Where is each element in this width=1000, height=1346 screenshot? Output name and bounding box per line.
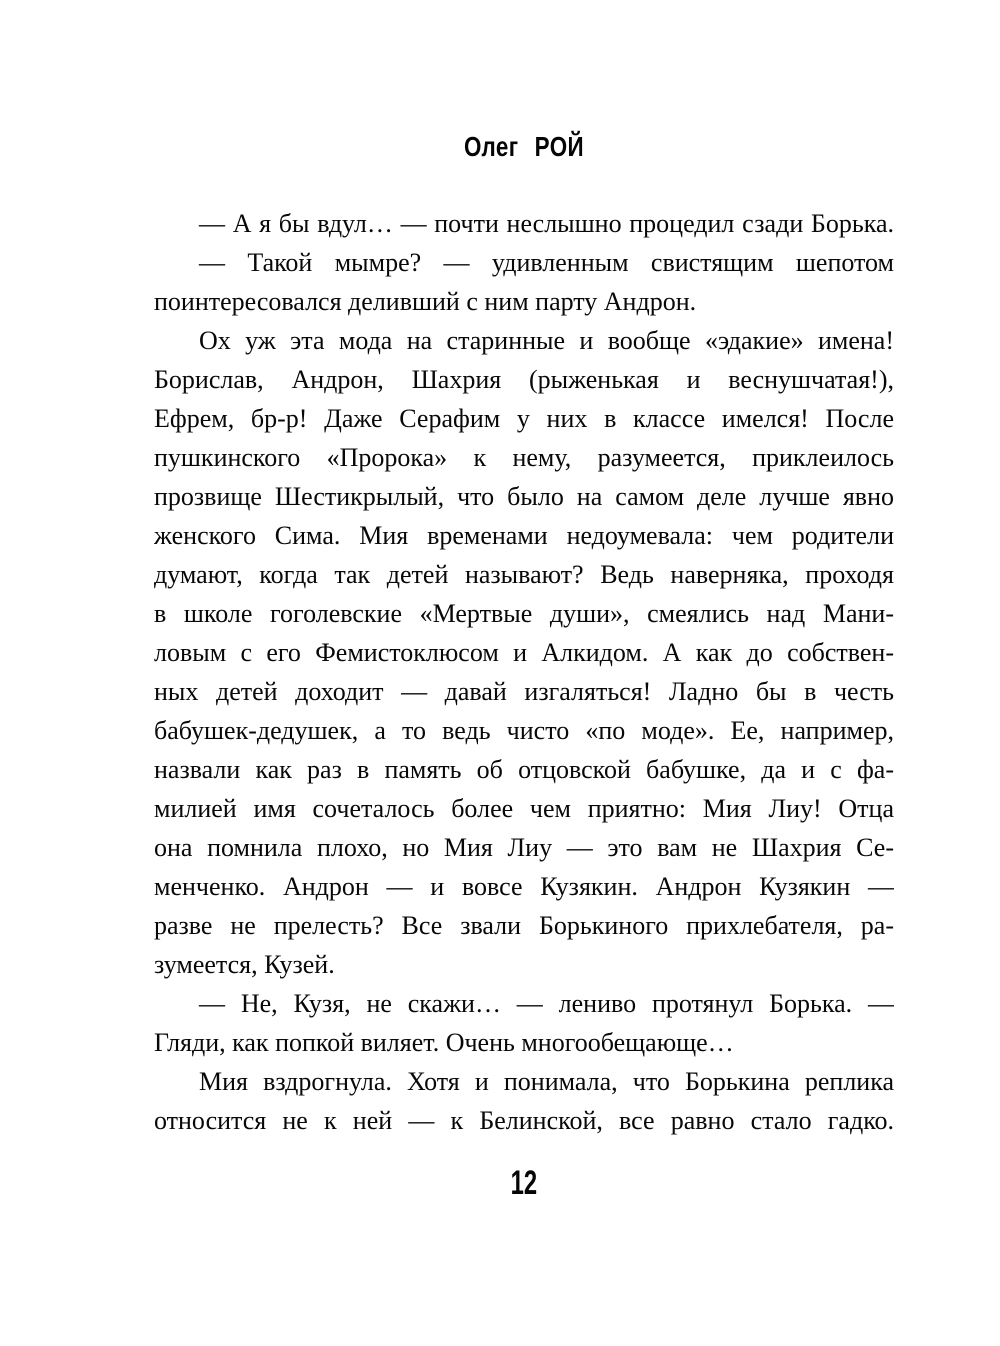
page-number-container [154,1163,894,1203]
text-line: — Такой мымре? — удивленным свистящим шепотом [199,248,894,277]
text-line: прозвище Шестикрылый, что было на самом деле лучше явно [154,482,894,511]
text-line: поинтересовался деливший с ним парту Андрон. [154,287,697,316]
text-line: женского Сима. Мия временами недоумевала: чем родители [154,521,894,550]
text-line: ловым с его Фемистоклюсом и Алкидом. А как до собствен- [154,638,894,667]
text-line: Гляди, как попкой виляет. Очень многообещающе… [154,1028,734,1057]
text-line: в школе гоголевские «Мертвые души», смеялись над Мани- [154,599,894,628]
body-text [154,204,894,1140]
text-line: пушкинского «Пророка» к нему, разумеется, приклеилось [154,443,894,472]
text-line: назвали как раз в память об отцовской бабушке, да и с фа- [154,755,894,784]
text-line: она помнила плохо, но Мия Лиу — это вам не Шахрия Се- [154,833,894,862]
text-line: зумеется, Кузей. [154,950,335,979]
text-line: думают, когда так детей называют? Ведь наверняка, проходя [154,560,894,589]
text-line: бабушек-дедушек, а то ведь чисто «по моде». Ее, например, [154,716,894,745]
text-line: Ефрем, бр-р! Даже Серафим у них в классе имелся! После [154,404,894,433]
text-line: относится не к ней — к Белинской, все равно стало гадко. [154,1106,894,1135]
text-line: Мия вздрогнула. Хотя и понимала, что Борькина реплика [199,1067,894,1096]
text-line: менченко. Андрон — и вовсе Кузякин. Андрон Кузякин — [154,872,894,901]
text-line: разве не прелесть? Все звали Борькиного прихлебателя, ра- [154,911,894,940]
text-line: — Не, Кузя, не скажи… — лениво протянул Борька. — [199,989,894,1018]
text-line: — А я бы вдул… — почти неслышно процедил сзади Борька. [199,209,894,238]
text-line: ных детей доходит — давай изгаляться! Ладно бы в честь [154,677,894,706]
page-number: 12 [510,1164,538,1202]
text-line: Борислав, Андрон, Шахрия (рыженькая и веснушчатая!), [154,365,894,394]
text-line: Ох уж эта мода на старинные и вообще «эдакие» имена! [199,326,894,355]
author-name: Олег РОЙ [463,131,585,162]
text-line: милией имя сочеталось более чем приятно: Мия Лиу! Отца [154,794,894,823]
running-header [154,130,894,164]
